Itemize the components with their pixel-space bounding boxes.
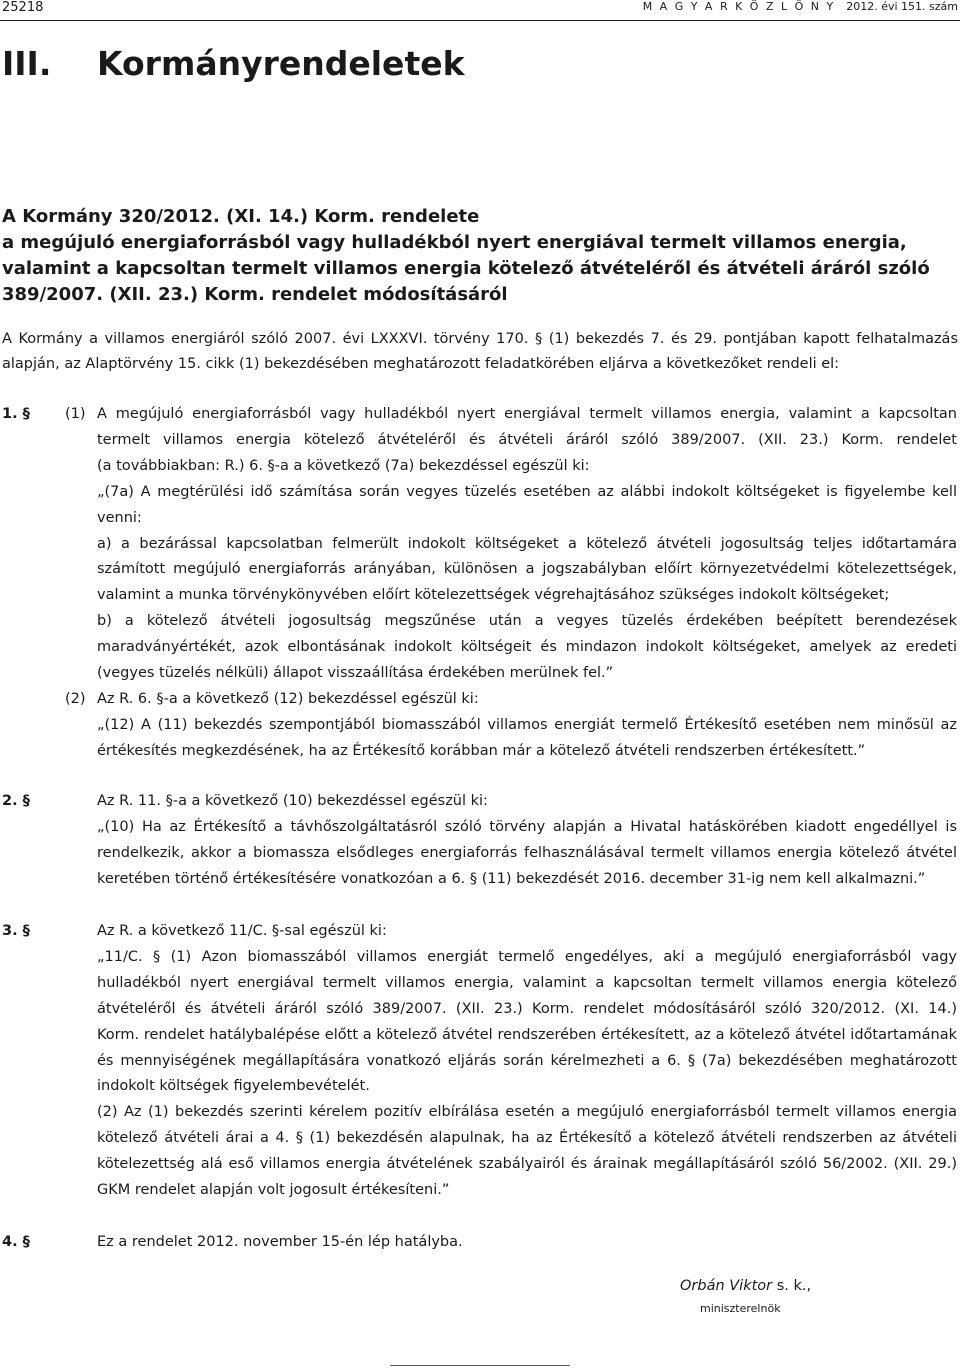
part-title: Kormányrendeletek [97, 44, 465, 83]
text-line: Az R. a következő 11/C. §-sal egészül ki: [97, 923, 387, 939]
decree-title-line: 389/2007. (XII. 23.) Korm. rendelet módosításáról [2, 284, 508, 305]
text-line: a) a bezárással kapcsolatban felmerült indokolt költségeket a kötelező átvételi jogosultság teljes időtartamára [97, 535, 957, 552]
text-line: Az R. 6. §-a a következő (12) bekezdéssel egészül ki: [97, 690, 479, 707]
paragraph-number: (2) [65, 691, 86, 707]
text-line: és mennyiségének megállapítására vonatkozó eljárás során kérelmezheti a 6. § (7a) bekezdésében meghatározott [97, 1052, 957, 1069]
text-line: Korm. rendelet hatálybalépése előtt a kötelező átvétel rendszerében értékesített, az a kötelező átvétel időtartamának [97, 1026, 957, 1043]
journal-issue: 2012. évi 151. szám [846, 0, 958, 13]
paragraph-number: (1) [65, 406, 86, 422]
text-line: b) a kötelező átvételi jogosultság megszűnése után a vegyes tüzelés érdekében beépített berendezések [97, 613, 957, 630]
text-line: keretében történő értékesítésére vonatkozóan a 6. § (11) bekezdését 2016. december 31-ig nem kell alkalmazni.” [97, 870, 926, 887]
text-line: (a továbbiakban: R.) 6. §-a a következő (7a) bekezdéssel egészül ki: [97, 457, 590, 474]
journal-title: M A G Y A R K Ö Z L Ö N Y [642, 0, 836, 13]
section-number: 2. § [2, 793, 30, 809]
section-number: 3. § [2, 923, 30, 939]
text-line: (vegyes tüzelés nélküli) állapot visszaállítása érdekében merülnek fel.” [97, 665, 614, 682]
section-body [97, 789, 957, 893]
text-line: GKM rendelet alapján volt jogosult értékesíteni.” [97, 1182, 450, 1199]
part-number: III. [2, 44, 52, 83]
signer-role: miniszterelnök [700, 1302, 781, 1315]
text-line: Az R. 11. §-a a következő (10) bekezdéssel egészül ki: [97, 793, 488, 809]
preamble-line: alapján, az Alaptörvény 15. cikk (1) bekezdésében meghatározott feladatkörében eljárva a következőket rendeli el: [2, 356, 840, 372]
text-line: A megújuló energiaforrásból vagy hulladékból nyert energiával termelt villamos energia, valamint a kapcsoltan [97, 406, 957, 422]
decree-title-line: A Kormány 320/2012. (XI. 14.) Korm. rendelete [2, 206, 480, 227]
text-line: indokolt költségek figyelembevételét. [97, 1078, 370, 1095]
preamble-line: A Kormány a villamos energiáról szóló 2007. évi LXXXVI. törvény 170. § (1) bekezdés 7. és 29. pontjában kapott felhatalmazás [2, 331, 958, 347]
text-line: értékesítés megkezdésének, ha az Értékesítő korábban már a kötelező átvételi rendszerben értékesített.” [97, 742, 866, 759]
signer-name: Orbán Viktor [680, 1278, 773, 1294]
section-body [97, 402, 957, 765]
text-line: számított megújuló energiaforrás arányában, különösen a jogszabályban előírt környezetvédelmi kötelezettségek, [97, 561, 957, 578]
footer-rule [390, 1365, 570, 1366]
text-line: maradványértékét, azok elbontásának indokolt költségeit és mindazon indokolt költségeket, amelyek az eredeti [97, 639, 957, 656]
text-line: átvételéről és átvételi áráról szóló 389/2007. (XII. 23.) Korm. rendelet módosításáról szóló 320/2012. (XI. 14.) [97, 1000, 957, 1017]
text-line: (2) Az (1) bekezdés szerinti kérelem pozitív elbírálása esetén a megújuló energiaforrásból termelt villamos energia [97, 1104, 957, 1121]
preamble [2, 327, 958, 377]
decree-title-line: a megújuló energiaforrásból vagy hulladékból nyert energiával termelt villamos energia, [2, 232, 907, 253]
header-rule [0, 20, 960, 21]
text-line: „(12) A (11) bekezdés szempontjából biomasszából villamos energiát termelő Értékesítő esetében nem minősül az [97, 716, 957, 733]
text-line: „11/C. § (1) Azon biomasszából villamos energiát termelő engedélyes, aki a megújuló energiaforrásból vagy [97, 948, 957, 965]
section-body [97, 1230, 957, 1256]
journal-name [643, 0, 958, 13]
text-line: „(7a) A megtérülési idő számítása során vegyes tüzelés esetében az alábbi indokolt költségeket is figyelembe kell [97, 483, 957, 500]
text-line: kötelezettség alá eső villamos energia átvételének szabályairól és árainak megállapításáról szóló 56/2002. (XII. 29.) [97, 1156, 957, 1173]
decree-title [2, 204, 932, 308]
text-line: rendelkezik, akkor a biomassza elsődleges energiaforrás felhasználásával termelt villamos energia kötelező átvétel [97, 844, 957, 861]
text-line: venni: [97, 509, 142, 526]
text-line: Ez a rendelet 2012. november 15-én lép hatályba. [97, 1234, 463, 1250]
section-number: 1. § [2, 406, 30, 422]
text-line: „(10) Ha az Értékesítő a távhőszolgáltatásról szóló törvény alapján a Hivatal hatáskörében kiadott engedéllyel is [97, 818, 957, 835]
text-line: valamint a munka törvénykönyvében előírt kötelezettségek végrehajtásához szükséges indokolt költségeket; [97, 587, 890, 604]
text-line: hulladékból nyert energiával termelt villamos energia, valamint a kapcsoltan termelt villamos energia kötelező [97, 974, 957, 991]
text-line: kötelező átvételi árai a 4. § (1) bekezdésén alapulnak, ha az Értékesítő a kötelező átvételi rendszerben az átvételi [97, 1130, 957, 1147]
section-number: 4. § [2, 1234, 30, 1250]
signature [680, 1278, 811, 1294]
page-number: 25218 [2, 0, 44, 15]
decree-title-line: valamint a kapcsoltan termelt villamos energia kötelező átvételéről és átvételi áráról szóló [2, 258, 930, 279]
signer-suffix: s. k., [772, 1278, 812, 1294]
section-body [97, 919, 957, 1204]
text-line: termelt villamos energia kötelező átvételéről és átvételi áráról szóló 389/2007. (XII. 23.) Korm. rendelet [97, 431, 957, 448]
